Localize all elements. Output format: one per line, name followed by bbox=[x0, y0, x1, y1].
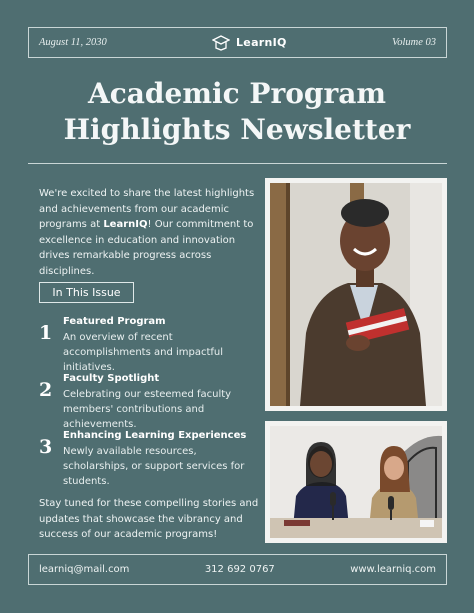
item-description: An overview of recent accomplishments and impactful initiatives. bbox=[63, 332, 224, 373]
title-line-2: Highlights Newsletter bbox=[63, 113, 411, 146]
item-heading: Featured Program bbox=[63, 316, 166, 327]
intro-text-start: We're excited to share the latest highlights and achievements from our academic programs at bbox=[39, 188, 255, 230]
footer-email[interactable]: learniq@mail.com bbox=[39, 564, 130, 575]
header-bar bbox=[28, 27, 447, 58]
title-line-1: Academic Program bbox=[88, 77, 386, 110]
newsletter-title bbox=[0, 76, 474, 148]
divider bbox=[28, 163, 447, 164]
in-this-issue-label: In This Issue bbox=[39, 282, 134, 303]
item-number: 1 bbox=[39, 322, 53, 344]
intro-text-end: ! Our commitment to excellence in education and innovation drives remarkable progress across disciplines. bbox=[39, 219, 254, 277]
footer-website[interactable]: www.learniq.com bbox=[350, 564, 436, 575]
footer-bar bbox=[28, 554, 447, 585]
teacher-photo bbox=[265, 178, 447, 411]
issue-volume: Volume 03 bbox=[391, 37, 436, 48]
podcast-photo bbox=[265, 421, 447, 543]
brand-logo bbox=[212, 35, 287, 51]
closing-paragraph: Stay tuned for these compelling stories and updates that showcase the vibrancy and success of our academic programs! bbox=[39, 498, 259, 540]
intro-paragraph bbox=[39, 186, 259, 279]
item-heading: Faculty Spotlight bbox=[63, 373, 160, 384]
teacher-image bbox=[270, 183, 442, 406]
presenters-image bbox=[270, 426, 442, 538]
footer-phone[interactable]: 312 692 0767 bbox=[204, 564, 275, 575]
item-description: Newly available resources, scholarships, or support services for students. bbox=[63, 446, 245, 487]
graduation-cap-icon bbox=[212, 35, 230, 51]
brand-name: LearnIQ bbox=[236, 36, 287, 49]
issue-date: August 11, 2030 bbox=[39, 37, 107, 48]
item-heading: Enhancing Learning Experiences bbox=[63, 430, 247, 441]
item-number: 3 bbox=[39, 436, 53, 458]
item-description: Celebrating our esteemed faculty members' contributions and achievements. bbox=[63, 389, 232, 430]
intro-brand: LearnIQ bbox=[103, 219, 148, 230]
item-number: 2 bbox=[39, 379, 53, 401]
